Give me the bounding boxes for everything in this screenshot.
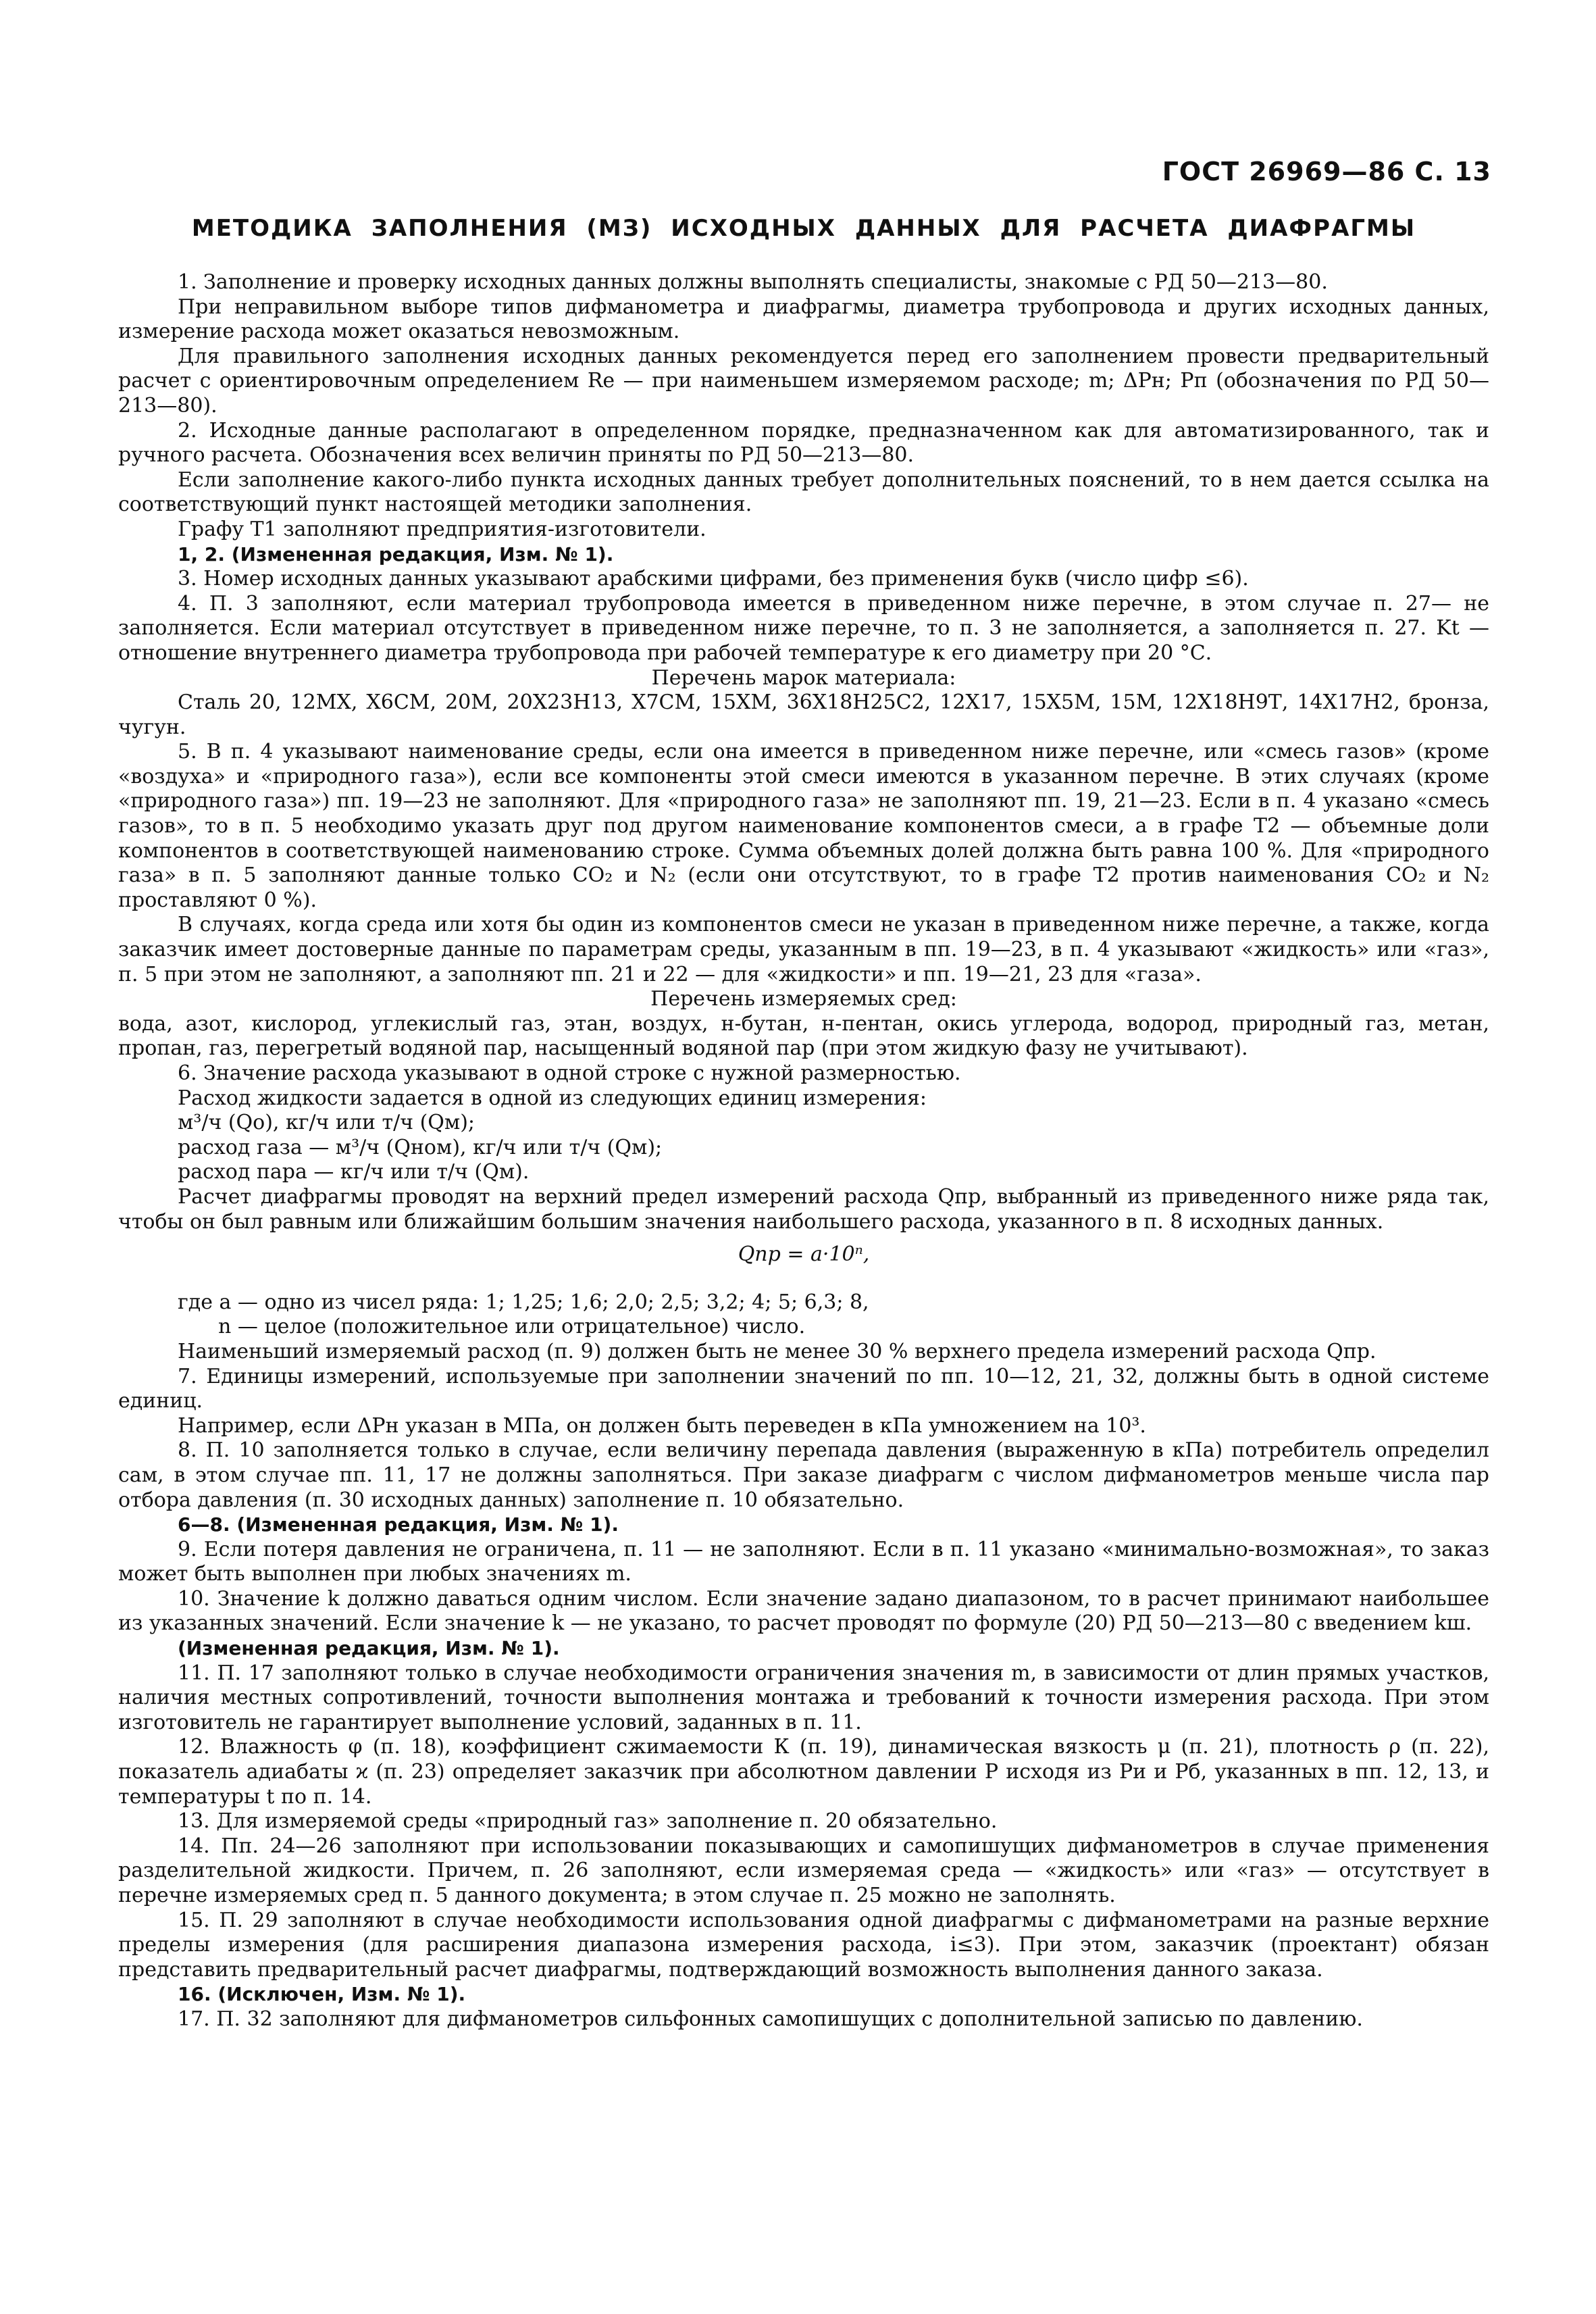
list-heading: Перечень измеряемых сред: xyxy=(650,987,957,1011)
paragraph: В случаях, когда среда или хотя бы один из компонентов смеси не указан в приведенном ниже перечне, а также, когда заказчик имеет достоверные данные по параметрам среды, указанным в пп. 19—23, в п. 4 указывают «жидкость» или «газ», п. 5 при этом не заполняют, а заполняют пп. 21 и 22 — для «жидкости» и пп. 19—21, 23 для «газа». xyxy=(118,913,1489,986)
paragraph: расход пара — кг/ч или т/ч (Qм). xyxy=(178,1160,530,1184)
amendment-note: 16. (Исключен, Изм. № 1). xyxy=(178,1983,466,2006)
paragraph: 3. Номер исходных данных указывают арабскими цифрами, без применения букв (число цифр ≤6). xyxy=(178,567,1249,591)
paragraph: 5. В п. 4 указывают наименование среды, если она имеется в приведенном ниже перечне, или «смесь газов» (кроме «воздуха» и «природного газа»), если все компоненты этой смеси имеются в указанном перечне. В этих случаях (кроме «природного газа») пп. 19—23 не заполняют. Для «природного газа» не заполняют пп. 19, 21—23. Если в п. 4 указано «смесь газов», то в п. 5 необходимо указать друг под другом наименование компонентов смеси, а в графе Т2 — объемные доли компонентов в соответствующей наименованию строке. Сумма объемных долей должна быть равна 100 %. Для «природного газа» в п. 5 заполняют данные только CO₂ и N₂ (если они отсутствуют, то в графе Т2 против наименования CO₂ и N₂ проставляют 0 %). xyxy=(118,740,1489,912)
document-body xyxy=(118,270,1489,2032)
paragraph: 15. П. 29 заполняют в случае необходимости использования одной диафрагмы с дифманометрами на разные верхние пределы измерения (для расширения диапазона измерения расхода, i≤3). При этом, заказчик (проектант) обязан представить предварительный расчет диафрагмы, подтверждающий возможность выполнения данного заказа. xyxy=(118,1908,1489,1982)
amendment-note: 6—8. (Измененная редакция, Изм. № 1). xyxy=(178,1513,619,1536)
paragraph: Если заполнение какого-либо пункта исходных данных требует дополнительных пояснений, то в нем дается ссылка на соответствующий пункт настоящей методики заполнения. xyxy=(118,468,1489,517)
paragraph: 6. Значение расхода указывают в одной строке с нужной размерностью. xyxy=(178,1061,961,1085)
amendment-note: 1, 2. (Измененная редакция, Изм. № 1). xyxy=(178,543,614,565)
paragraph: 8. П. 10 заполняется только в случае, если величину перепада давления (выраженную в кПа) потребитель определил сам, в этом случае пп. 11, 17 не должны заполняться. При заказе диафрагм с числом дифманометров меньше числа пар отбора давления (п. 30 исходных данных) заполнение п. 10 обязательно. xyxy=(118,1438,1489,1512)
paragraph: 1. Заполнение и проверку исходных данных должны выполнять специалисты, знакомые с РД 50—213—80. xyxy=(178,270,1328,294)
paragraph: 14. Пп. 24—26 заполняют при использовании показывающих и самопишущих дифманометров в случае применения разделительной жидкости. Причем, п. 26 заполняют, если измеряемая среда — «жидкость» или «газ» — отсутствует в перечне измеряемых сред п. 5 данного документа; в этом случае п. 25 можно не заполнять. xyxy=(118,1834,1489,1907)
paragraph: 12. Влажность φ (п. 18), коэффициент сжимаемости К (п. 19), динамическая вязкость μ (п. 21), плотность ρ (п. 22), показатель адиабаты ϰ (п. 23) определяет заказчик при абсолютном давлении P исходя из Pи и Pб, указанных в пп. 12, 13, и температуры t по п. 14. xyxy=(118,1735,1489,1809)
paragraph: 2. Исходные данные располагают в определенном порядке, предназначенном как для автоматизированного, так и ручного расчета. Обозначения всех величин приняты по РД 50—213—80. xyxy=(118,418,1489,468)
amendment-note: (Измененная редакция, Изм. № 1). xyxy=(178,1637,560,1660)
paragraph: 13. Для измеряемой среды «природный газ» заполнение п. 20 обязательно. xyxy=(178,1809,998,1834)
paragraph: 7. Единицы измерений, используемые при заполнении значений по пп. 10—12, 21, 32, должны быть в одной системе единиц. xyxy=(118,1364,1489,1413)
paragraph: Расчет диафрагмы проводят на верхний предел измерений расхода Qпр, выбранный из приведенного ниже ряда так, чтобы он был равным или ближайшим большим значения наибольшего расхода, указанного в п. 8 исходных данных. xyxy=(118,1184,1489,1234)
materials-list: Сталь 20, 12МХ, Х6СМ, 20М, 20Х23Н13, Х7СМ, 15ХМ, 36Х18Н25С2, 12Х17, 15Х5М, 15М, 12Х18Н9Т, 14Х17Н2, бронза, чугун. xyxy=(118,690,1489,739)
paragraph: 17. П. 32 заполняют для дифманометров сильфонных самопишущих с дополнительной записью по давлению. xyxy=(178,2007,1363,2031)
section-title: МЕТОДИКА ЗАПОЛНЕНИЯ (МЗ) ИСХОДНЫХ ДАННЫХ ДЛЯ РАСЧЕТА ДИАФРАГМЫ xyxy=(191,215,1416,242)
list-heading: Перечень марок материала: xyxy=(651,665,956,690)
paragraph: расход газа — м³/ч (Qном), кг/ч или т/ч (Qм); xyxy=(178,1135,663,1159)
paragraph: Например, если ΔPн указан в МПа, он должен быть переведен в кПа умножением на 10³. xyxy=(178,1413,1146,1438)
paragraph: При неправильном выборе типов дифманометра и диафрагмы, диаметра трубопровода и других исходных данных, измерение расхода может оказаться невозможным. xyxy=(118,295,1489,344)
paragraph: Для правильного заполнения исходных данных рекомендуется перед его заполнением провести предварительный расчет с ориентировочным определением Re — при наименьшем измеряемом расходе; m; ΔPн; Pп (обозначения по РД 50—213—80). xyxy=(118,344,1489,418)
paragraph: где a — одно из чисел ряда: 1; 1,25; 1,6; 2,0; 2,5; 3,2; 4; 5; 6,3; 8, xyxy=(178,1290,869,1314)
page-header: ГОСТ 26969—86 С. 13 xyxy=(1162,157,1491,186)
paragraph: 4. П. 3 заполняют, если материал трубопровода имеется в приведенном ниже перечне, в этом случае п. 27— не заполняется. Если материал отсутствует в приведенном ниже перечне, то п. 3 не заполняется, а заполняется п. 27. Kt — отношение внутреннего диаметра трубопровода при рабочей температуре к его диаметру при 20 °С. xyxy=(118,591,1489,665)
paragraph: 9. Если потеря давления не ограничена, п. 11 — не заполняют. Если в п. 11 указано «минимально-возможная», то заказ может быть выполнен при любых значениях m. xyxy=(118,1537,1489,1586)
formula: Qпр = a·10ⁿ, xyxy=(738,1242,870,1267)
paragraph: 10. Значение k должно даваться одним числом. Если значение задано диапазоном, то в расчет принимают наибольшее из указанных значений. Если значение k — не указано, то расчет проводят по формуле (20) РД 50—213—80 с введением kш. xyxy=(118,1586,1489,1636)
paragraph: Наименьший измеряемый расход (п. 9) должен быть не менее 30 % верхнего предела измерений расхода Qпр. xyxy=(178,1339,1376,1363)
paragraph: Графу Т1 заполняют предприятия-изготовители. xyxy=(178,517,706,541)
paragraph: 11. П. 17 заполняют только в случае необходимости ограничения значения m, в зависимости от длин прямых участков, наличия местных сопротивлений, точности выполнения монтажа и требований к точности измерения расхода. При этом изготовитель не гарантирует выполнение условий, заданных в п. 11. xyxy=(118,1661,1489,1734)
media-list: вода, азот, кислород, углекислый газ, этан, воздух, н-бутан, н-пентан, окись углерода, водород, природный газ, метан, пропан, газ, перегретый водяной пар, насыщенный водяной пар (при этом жидкую фазу не учитывают). xyxy=(118,1011,1489,1061)
paragraph: n — целое (положительное или отрицательное) число. xyxy=(218,1315,806,1339)
paragraph: Расход жидкости задается в одной из следующих единиц измерения: xyxy=(178,1086,927,1110)
paragraph: м³/ч (Qo), кг/ч или т/ч (Qм); xyxy=(178,1111,475,1135)
